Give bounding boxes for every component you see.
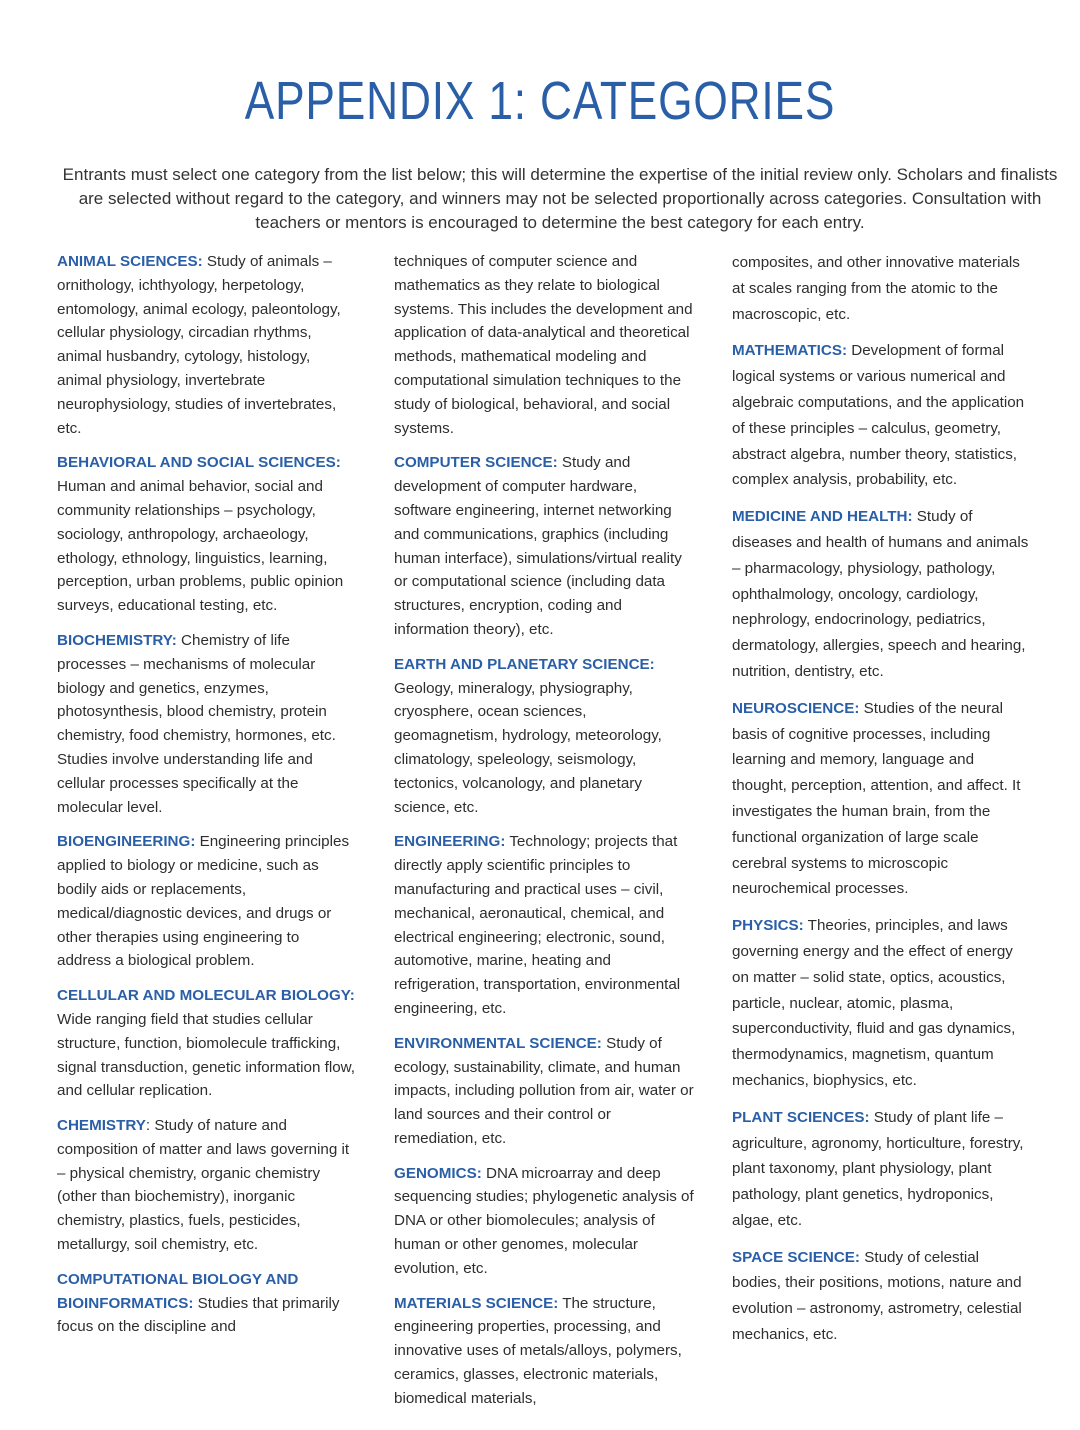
category-description: Studies of the neural basis of cognitive processes, including learning and memory, language and thought, perception, attention, and affect. It investigates the human brain, from the functional organization of large scale cerebral systems to microscopic neurochemical processes. bbox=[732, 699, 1021, 898]
category-entry bbox=[732, 913, 1030, 1094]
category-entry bbox=[732, 1245, 1030, 1348]
category-entry bbox=[57, 830, 357, 973]
category-entry bbox=[732, 504, 1030, 685]
category-name: EARTH AND PLANETARY SCIENCE: bbox=[394, 655, 655, 673]
category-entry bbox=[57, 629, 357, 819]
category-name: MATERIALS SCIENCE: bbox=[394, 1294, 559, 1312]
category-name: CELLULAR AND MOLECULAR BIOLOGY: bbox=[57, 987, 355, 1005]
category-name: MEDICINE AND HEALTH: bbox=[732, 508, 913, 526]
category-entry bbox=[732, 1105, 1030, 1234]
page-title: APPENDIX 1: CATEGORIES bbox=[244, 71, 836, 131]
category-entry bbox=[394, 830, 694, 1020]
column-2 bbox=[394, 250, 694, 1422]
category-name: ENGINEERING: bbox=[394, 833, 506, 851]
category-description: Study of ecology, sustainability, climate, and human impacts, including pollution from air, water or land sources and their control or remediation, etc. bbox=[394, 1034, 694, 1147]
column-1 bbox=[57, 250, 357, 1350]
category-name: ENVIRONMENTAL SCIENCE: bbox=[394, 1034, 602, 1052]
category-description: Study and development of computer hardware, software engineering, internet networking and communications, graphics (including human interface), simulations/virtual reality or computational science (including data structures, encryption, coding and information theory), etc. bbox=[394, 454, 682, 638]
category-description: Engineering principles applied to biology or medicine, such as bodily aids or replacements, medical/diagnostic devices, and drugs or other therapies using engineering to address a biological problem. bbox=[57, 833, 350, 970]
category-name: ANIMAL SCIENCES: bbox=[57, 253, 203, 270]
category-description: Study of plant life – agriculture, agronomy, horticulture, forestry, plant taxonomy, plant physiology, plant pathology, plant genetics, hydroponics, algae, etc. bbox=[732, 1108, 1024, 1229]
category-name: SPACE SCIENCE: bbox=[732, 1248, 860, 1266]
category-entry bbox=[394, 451, 694, 641]
intro-paragraph: Entrants must select one category from the list below; this will determine the expertise of the initial review only. Scholars and finalists are selected without regard to the category, and winners may not be selected proportionally across categories. Consultation with teachers or mentors is encouraged to determine the best category for each entry. bbox=[62, 165, 1058, 232]
category-entry bbox=[57, 250, 357, 440]
category-name: BEHAVIORAL AND SOCIAL SCIENCES: bbox=[57, 454, 341, 472]
category-name: MATHEMATICS: bbox=[732, 342, 848, 360]
category-entry bbox=[394, 1162, 694, 1281]
category-name: NEUROSCIENCE: bbox=[732, 699, 860, 717]
category-name: BIOCHEMISTRY: bbox=[57, 631, 177, 649]
category-description: Study of animals – ornithology, ichthyology, herpetology, entomology, animal ecology, paleontology, cellular physiology, circadian rhythms, animal husbandry, cytology, histology, animal physiology, invertebrate neurophysiology, studies of invertebrates, etc. bbox=[57, 253, 341, 437]
category-name: COMPUTATIONAL BIOLOGY AND BIOINFORMATICS: bbox=[57, 1270, 299, 1312]
category-name: BIOENGINEERING: bbox=[57, 833, 196, 851]
category-description: Technology; projects that directly apply scientific principles to manufacturing and practical uses – civil, mechanical, aeronautical, chemical, and electrical engineering; electronic, sound, automotive, marine, heating and refrigeration, transportation, environmental engineering, etc. bbox=[394, 833, 681, 1017]
category-entry bbox=[394, 1292, 694, 1411]
column-3 bbox=[732, 250, 1030, 1359]
category-name: GENOMICS: bbox=[394, 1164, 482, 1182]
category-description: Human and animal behavior, social and community relationships – psychology, sociology, anthropology, archaeology, ethology, ethnology, linguistics, learning, perception, urban problems, public opinion surveys, educational testing, etc. bbox=[57, 478, 344, 615]
category-description: Study of celestial bodies, their positions, motions, nature and evolution – astronomy, astrometry, celestial mechanics, etc. bbox=[732, 1248, 1022, 1344]
category-description: Wide ranging field that studies cellular structure, function, biomolecule trafficking, signal transduction, genetic information flow, and cellular replication. bbox=[57, 1010, 356, 1100]
category-description: Development of formal logical systems or various numerical and algebraic computations, and the application of these principles – calculus, geometry, abstract algebra, number theory, statistics, complex analysis, probability, etc. bbox=[732, 342, 1025, 489]
category-description: Study of diseases and health of humans and animals – pharmacology, physiology, pathology, ophthalmology, oncology, cardiology, nephrology, endocrinology, pediatrics, dermatology, allergies, speech and hearing, nutrition, dentistry, etc. bbox=[732, 508, 1029, 680]
category-entry bbox=[57, 1268, 357, 1339]
category-continuation: composites, and other innovative materials at scales ranging from the atomic to the macroscopic, etc. bbox=[732, 254, 1020, 323]
category-description: : Study of nature and composition of matter and laws governing it – physical chemistry, organic chemistry (other than biochemistry), inorganic chemistry, plastics, fuels, pesticides, metallurgy, soil chemistry, etc. bbox=[57, 1117, 350, 1254]
category-continuation: techniques of computer science and mathematics as they relate to biological systems. This includes the development and application of data-analytical and theoretical methods, mathematical modeling and computational simulation techniques to the study of biological, behavioral, and social systems. bbox=[394, 253, 693, 437]
category-name: PHYSICS: bbox=[732, 917, 804, 935]
category-description: The structure, engineering properties, processing, and innovative uses of metals/alloys, polymers, ceramics, glasses, electronic materials, biomedical materials, bbox=[394, 1294, 682, 1407]
category-entry bbox=[57, 451, 357, 618]
category-description: Geology, mineralogy, physiography, cryosphere, ocean sciences, geomagnetism, hydrology, meteorology, climatology, speleology, seismology, tectonics, volcanology, and planetary science, etc. bbox=[394, 679, 662, 816]
category-name: PLANT SCIENCES: bbox=[732, 1108, 870, 1126]
category-description: Chemistry of life processes – mechanisms of molecular biology and genetics, enzymes, photosynthesis, blood chemistry, protein chemistry, food chemistry, hormones, etc. Studies involve understanding life and cellular processes specifically at the molecular level. bbox=[57, 631, 336, 816]
category-entry bbox=[57, 1114, 357, 1257]
category-entry bbox=[732, 338, 1030, 493]
category-entry bbox=[394, 1032, 694, 1151]
category-description: DNA microarray and deep sequencing studies; phylogenetic analysis of DNA or other biomolecules; analysis of human or other genomes, molecular evolution, etc. bbox=[394, 1164, 694, 1277]
category-name: COMPUTER SCIENCE: bbox=[394, 454, 558, 472]
category-entry bbox=[732, 696, 1030, 902]
category-name: CHEMISTRY bbox=[57, 1117, 146, 1135]
category-entry bbox=[394, 653, 694, 820]
category-entry bbox=[57, 984, 357, 1103]
category-description: Theories, principles, and laws governing energy and the effect of energy on matter – solid state, optics, acoustics, particle, nuclear, atomic, plasma, superconductivity, fluid and gas dynamics, thermodynamics, magnetism, quantum mechanics, biophysics, etc. bbox=[732, 917, 1016, 1089]
category-description: Studies that primarily focus on the discipline and bbox=[57, 1294, 340, 1336]
